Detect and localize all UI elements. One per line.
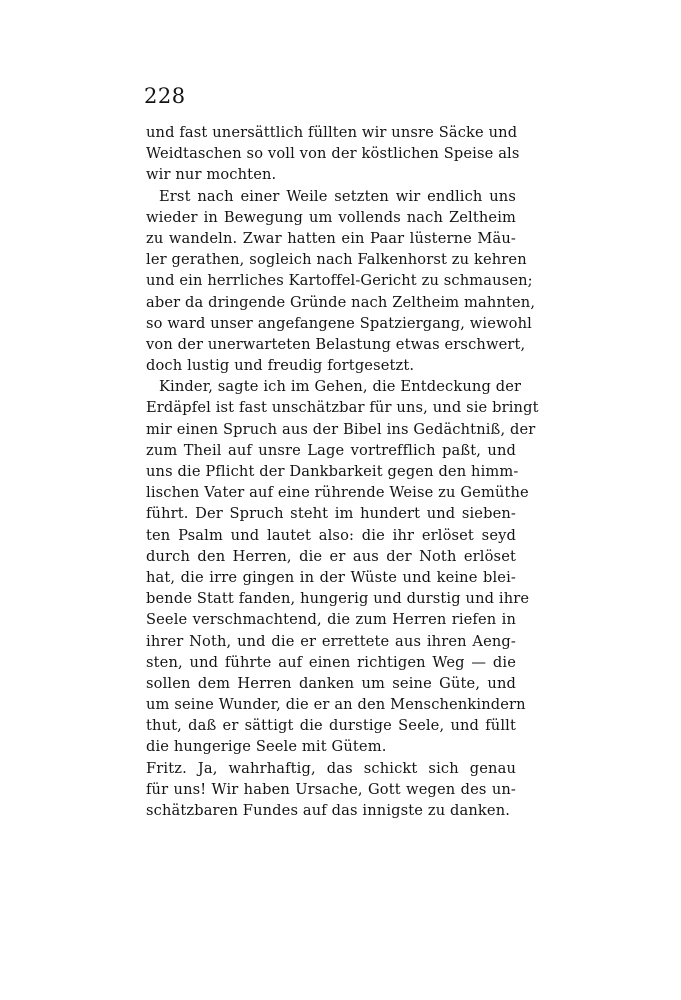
text-line: ihrer Noth, und die er errettete aus ihren Aeng- — [146, 632, 516, 650]
text-line: Seele verschmachtend, die zum Herren riefen in — [146, 611, 516, 629]
text-line: sten, und führte auf einen richtigen Weg — die — [146, 653, 516, 671]
text-line: von der unerwarteten Belastung etwas erschwert, — [146, 335, 526, 353]
text-line: ler gerathen, sogleich nach Falkenhorst zu kehren — [146, 251, 527, 269]
text-line: wieder in Bewegung um vollends nach Zeltheim — [146, 208, 516, 226]
text-line: Kinder, sagte ich im Gehen, die Entdeckung der — [159, 378, 522, 396]
text-line: wir nur mochten. — [146, 166, 277, 184]
body-text — [146, 122, 539, 821]
text-line: die hungerige Seele mit Gütem. — [146, 738, 387, 756]
text-line: mir einen Spruch aus der Bibel ins Gedächtniß, der — [146, 420, 536, 438]
text-line: doch lustig und freudig fortgesetzt. — [146, 357, 415, 375]
page-number: 228 — [144, 84, 186, 108]
text-line: und fast unersättlich füllten wir unsre Säcke und — [146, 124, 518, 141]
text-line: schätzbaren Fundes auf das innigste zu danken. — [146, 802, 511, 819]
text-line: Weidtaschen so voll von der köstlichen Speise als — [146, 145, 520, 163]
text-line: thut, daß er sättigt die durstige Seele, und füllt — [146, 717, 516, 735]
text-line: bende Statt fanden, hungerig und durstig und ihre — [146, 590, 530, 608]
text-line: und ein herrliches Kartoffel-Gericht zu schmausen; — [146, 272, 533, 290]
text-line: Fritz. Ja, wahrhaftig, das schickt sich genau — [146, 759, 516, 777]
text-line: durch den Herren, die er aus der Noth erlöset — [146, 547, 516, 565]
text-line: zum Theil auf unsre Lage vortrefflich paßt, und — [146, 441, 516, 459]
text-line: zu wandeln. Zwar hatten ein Paar lüsterne Mäu- — [146, 229, 516, 247]
text-line: so ward unser angefangene Spatziergang, wiewohl — [146, 314, 532, 332]
text-line: Erst nach einer Weile setzten wir endlich uns — [159, 187, 516, 205]
text-line: Erdäpfel ist fast unschätzbar für uns, und sie bringt — [146, 399, 539, 417]
text-line: ten Psalm und lautet also: die ihr erlöset seyd — [146, 526, 516, 544]
text-line: für uns! Wir haben Ursache, Gott wegen des un- — [146, 780, 516, 798]
text-line: aber da dringende Gründe nach Zeltheim mahnten, — [146, 293, 536, 311]
text-line: hat, die irre gingen in der Wüste und keine blei- — [146, 568, 516, 586]
text-line: sollen dem Herren danken um seine Güte, und — [146, 674, 516, 692]
text-line: lischen Vater auf eine rührende Weise zu Gemüthe — [146, 484, 529, 502]
text-line: uns die Pflicht der Dankbarkeit gegen den himm- — [146, 463, 519, 480]
text-line: um seine Wunder, die er an den Menschenkindern — [146, 696, 526, 714]
text-line: führt. Der Spruch steht im hundert und sieben- — [146, 505, 516, 523]
